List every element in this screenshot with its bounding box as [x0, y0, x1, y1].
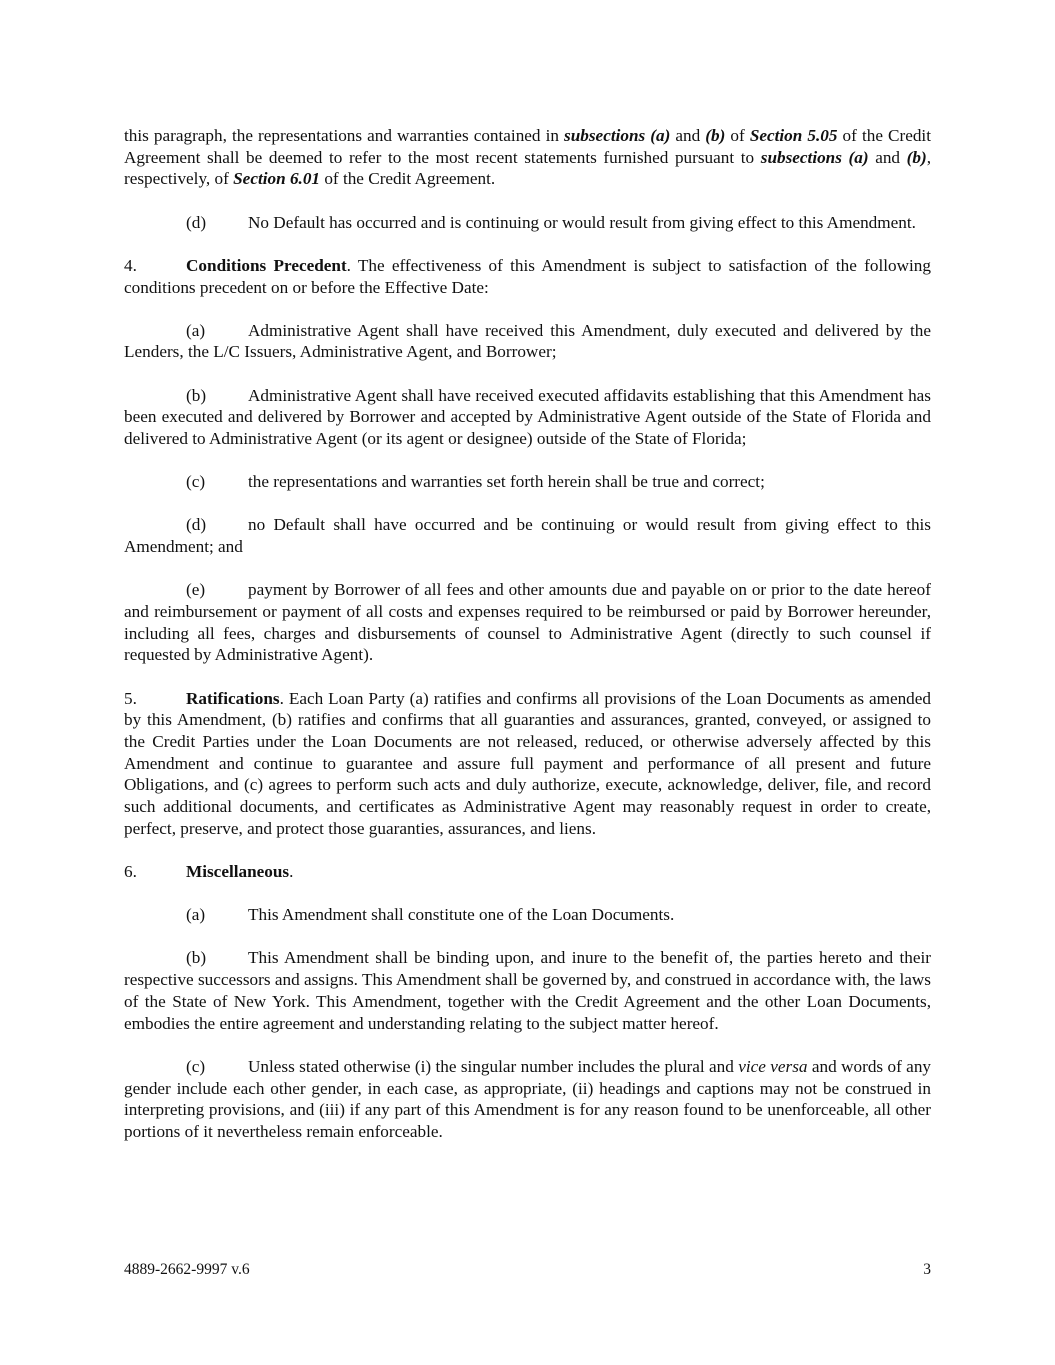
- text-run: , respectively, of: [124, 147, 931, 189]
- paragraph-continuation: [124, 125, 931, 190]
- section-number: 6.: [124, 862, 137, 882]
- ref-subsection-a: subsections (a): [760, 147, 869, 167]
- text-run: and: [670, 126, 706, 145]
- section-5: [124, 688, 931, 840]
- italic-vice-versa: vice versa: [738, 1056, 808, 1076]
- item-text: This Amendment shall constitute one of the Loan Documents.: [248, 905, 675, 925]
- section-text: . Each Loan Party (a) ratifies and confirms all provisions of the Loan Documents as amended by this Amendment, (b) ratifies and confirms that all guaranties and assurances, granted, conveyed, or assigned to the Credit Parties under the Loan Documents are not released, reduced, or otherwise adversely affected by this Amendment and continue to guarantee and assure full payment and performance of all present and future Obligations, and (c) agrees to perform such acts and duly authorize, execute, acknowledge, deliver, file, and record such additional documents, and certificates as Administrative Agent may reasonably request in order to create, perfect, preserve, and protect those guaranties, assurances, and liens.: [124, 688, 931, 838]
- section-6: [124, 861, 931, 883]
- item-3d: [124, 212, 931, 234]
- item-label: (d): [186, 212, 207, 232]
- item-text: no Default shall have occurred and be continuing or would result from giving effect to this Amendment; and: [124, 515, 931, 557]
- item-label: (e): [186, 580, 206, 600]
- item-text: Administrative Agent shall have received this Amendment, duly executed and delivered by the Lenders, the L/C Issuers, Administrative Agent, and Borrower;: [124, 320, 931, 362]
- section-4: [124, 255, 931, 298]
- item-label: (c): [186, 472, 206, 492]
- section-number: 4.: [124, 255, 137, 275]
- ref-section-5-05: Section 5.05: [749, 126, 838, 145]
- item-text: Administrative Agent shall have received executed affidavits establishing that this Amendment has been executed and delivered by Borrower and accepted by Administrative Agent outside of the State of Florida and delivered to Administrative Agent (or its agent or designee) outside of the State of Florida;: [124, 385, 931, 449]
- item-text: No Default has occurred and is continuing or would result from giving effect to this Amendment.: [248, 212, 916, 232]
- section-6-item-c: [124, 1056, 931, 1143]
- section-4-item-b: [124, 385, 931, 450]
- item-text: Unless stated otherwise (i) the singular number includes the plural and: [248, 1056, 739, 1076]
- ref-subsection-a: subsections (a): [564, 126, 671, 145]
- item-label: (a): [186, 905, 206, 925]
- ref-subsection-b: (b): [705, 126, 726, 145]
- ref-section-6-01: Section 6.01: [233, 169, 321, 189]
- section-6-item-a: [124, 904, 931, 926]
- page-footer: [124, 1259, 931, 1281]
- text-run: of the Credit Agreement shall be deemed to refer to the most recent statements furnished pursuant to: [124, 126, 931, 167]
- section-4-item-c: [124, 471, 931, 493]
- section-heading: Miscellaneous: [186, 862, 290, 882]
- item-label: (c): [186, 1056, 206, 1076]
- section-4-item-a: [124, 320, 931, 363]
- page-number: 3: [923, 1261, 931, 1278]
- document-page: [124, 125, 931, 1164]
- item-label: (a): [186, 320, 206, 340]
- text-run: and: [868, 147, 907, 167]
- section-4-item-e: [124, 579, 931, 666]
- item-text: the representations and warranties set forth herein shall be true and correct;: [248, 472, 765, 492]
- section-text: . The effectiveness of this Amendment is subject to satisfaction of the following conditions precedent on or before the Effective Date:: [124, 255, 931, 297]
- text-run: of the Credit Agreement.: [320, 169, 496, 189]
- section-heading: Ratifications: [186, 688, 280, 708]
- item-text: This Amendment shall be binding upon, and inure to the benefit of, the parties hereto and their respective successors and assigns. This Amendment shall be governed by, and construed in accordance with, the laws of the State of New York. This Amendment, together with the Credit Agreement and the other Loan Documents, embodies the entire agreement and understanding relating to the subject matter hereof.: [124, 948, 931, 1033]
- text-run: of: [725, 126, 750, 145]
- item-text: payment by Borrower of all fees and other amounts due and payable on or prior to the date hereof and reimbursement or payment of all costs and expenses required to be reimbursed or paid by Borrower hereunder, including all fees, charges and disbursements of counsel to Administrative Agent (directly to such counsel if requested by Administrative Agent).: [124, 580, 931, 665]
- section-number: 5.: [124, 688, 137, 708]
- section-period: .: [289, 862, 294, 882]
- section-6-item-b: [124, 947, 931, 1034]
- section-4-item-d: [124, 514, 931, 557]
- item-label: (d): [186, 515, 207, 535]
- document-id: 4889-2662-9997 v.6: [124, 1261, 250, 1278]
- section-heading: Conditions Precedent: [186, 255, 347, 275]
- item-label: (b): [186, 385, 207, 405]
- item-text: and words of any gender include each other gender, in each case, as appropriate, (ii) headings and captions may not be construed in interpreting provisions, and (iii) if any part of this Amendment is for any reason found to be unenforceable, all other portions of it nevertheless remain enforceable.: [124, 1056, 932, 1141]
- item-label: (b): [186, 948, 207, 968]
- ref-subsection-b: (b): [906, 147, 927, 167]
- text-run: this paragraph, the representations and warranties contained in: [124, 126, 565, 145]
